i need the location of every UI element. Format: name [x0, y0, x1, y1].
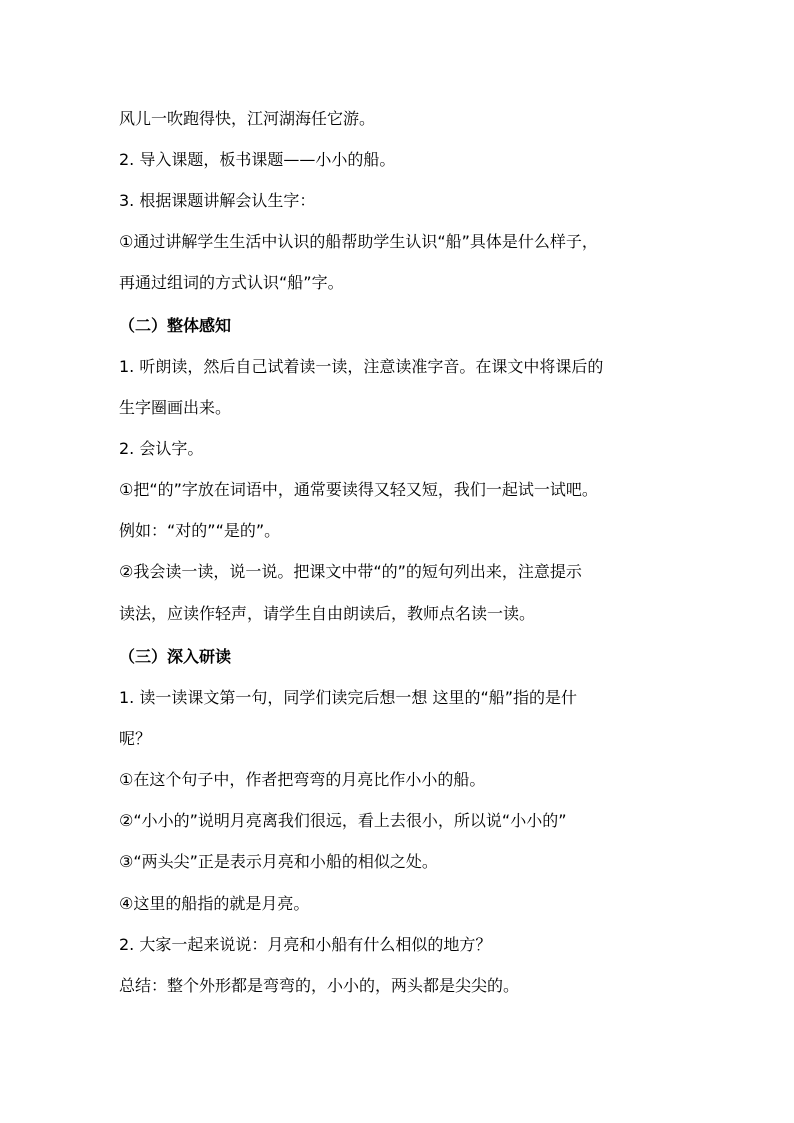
- text-line: 总结：整个外形都是弯弯的，小小的，两头都是尖尖的。: [119, 976, 520, 995]
- text-line: 3. 根据课题讲解会认生字：: [119, 191, 316, 210]
- text-line: 风儿一吹跑得快，江河湖海任它游。: [119, 109, 376, 128]
- text-line: 生字圈画出来。: [119, 398, 232, 417]
- text-line: 1. 读一读课文第一句，同学们读完后想一想 这里的“船”指的是什: [119, 688, 578, 707]
- text-line: 2. 大家一起来说说：月亮和小船有什么相似的地方？: [119, 935, 492, 954]
- text-line: 读法，应读作轻声，请学生自由朗读后，教师点名读一读。: [119, 604, 536, 623]
- text-line: 例如：“对的”“是的”。: [119, 521, 281, 540]
- text-line: ③“两头尖”正是表示月亮和小船的相似之处。: [119, 852, 438, 871]
- text-line: 2. 导入课题，板书课题——小小的船。: [119, 150, 396, 169]
- text-line: 1. 听朗读，然后自己试着读一读，注意读准字音。在课文中将课后的: [119, 357, 604, 376]
- section-heading: （三）深入研读: [119, 647, 232, 666]
- text-line: 再通过组词的方式认识“船”字。: [119, 273, 344, 292]
- text-line: 2. 会认字。: [119, 439, 204, 458]
- text-line: ①把“的”字放在词语中，通常要读得又轻又短，我们一起试一试吧。: [119, 480, 598, 499]
- text-line: 呢？: [119, 729, 152, 748]
- text-line: ②“小小的”说明月亮离我们很远，看上去很小，所以说“小小的”: [119, 811, 567, 830]
- section-heading: （二）整体感知: [119, 316, 232, 335]
- text-line: ②我会读一读，说一说。把课文中带“的”的短句列出来，注意提示: [119, 562, 582, 581]
- text-line: ①通过讲解学生生活中认识的船帮助学生认识“船”具体是什么样子，: [119, 232, 598, 251]
- text-line: ①在这个句子中，作者把弯弯的月亮比作小小的船。: [119, 770, 486, 789]
- text-line: ④这里的船指的就是月亮。: [119, 894, 310, 913]
